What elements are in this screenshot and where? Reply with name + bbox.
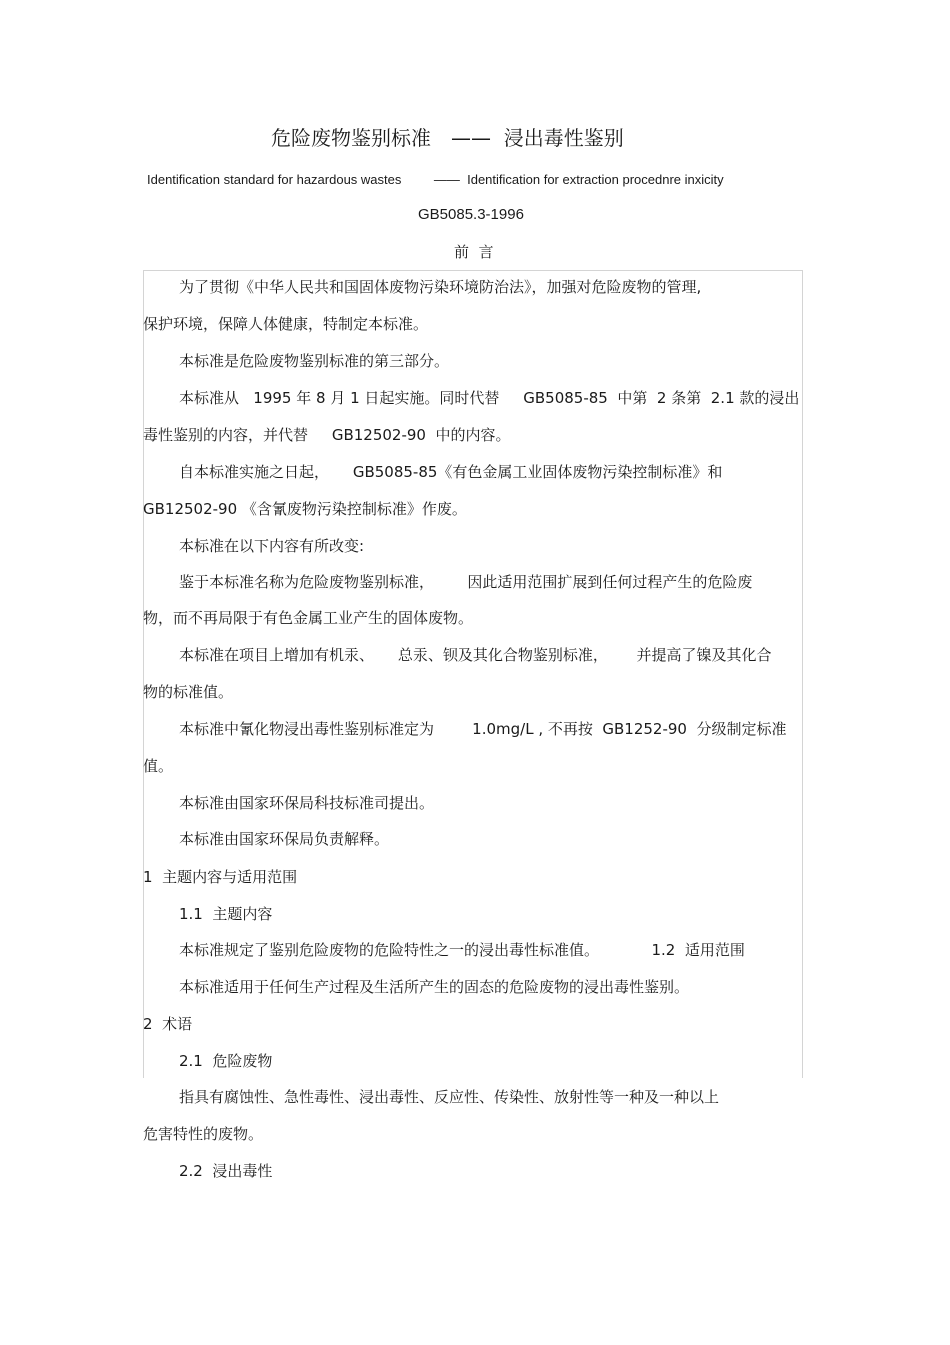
paragraph-line: 自本标准实施之日起， GB5085-85《有色金属工业固体废物污染控制标准》和 — [179, 463, 723, 481]
subsection-heading: 2.1 危险废物 — [179, 1052, 273, 1070]
paragraph-line: 本标准在项目上增加有机汞、 总汞、钡及其化合物鉴别标准， 并提高了镍及其化合 — [179, 646, 772, 664]
section-heading: 1 主题内容与适用范围 — [143, 868, 298, 886]
paragraph-line: 值。 — [143, 757, 174, 775]
section-heading: 2 术语 — [143, 1015, 193, 1033]
paragraph-line: 本标准规定了鉴别危险废物的危险特性之一的浸出毒性标准值。 1.2 适用范围 — [179, 941, 745, 959]
paragraph-line: 本标准在以下内容有所改变: — [179, 537, 365, 555]
paragraph-line: 物，而不再局限于有色金属工业产生的固体废物。 — [143, 609, 474, 627]
paragraph-line: 毒性鉴别的内容，并代替 GB12502-90 中的内容。 — [143, 426, 511, 444]
subsection-heading: 2.2 浸出毒性 — [179, 1162, 273, 1180]
paragraph-line: 保护环境，保障人体健康，特制定本标准。 — [143, 315, 429, 333]
paragraph-line: 指具有腐蚀性、急性毒性、浸出毒性、反应性、传染性、放射性等一种及一种以上 — [179, 1088, 720, 1106]
document-title: 危险废物鉴别标准 —— 浸出毒性鉴别 — [271, 126, 624, 150]
preface-heading: 前 言 — [454, 243, 494, 261]
paragraph-line: 本标准适用于任何生产过程及生活所产生的固态的危险废物的浸出毒性鉴别。 — [179, 978, 690, 996]
paragraph-line: 本标准从 1995 年 8 月 1 日起实施。同时代替 GB5085-85 中第 2 条第 2.1 款的浸出 — [179, 389, 800, 407]
paragraph-line: 鉴于本标准名称为危险废物鉴别标准， 因此适用范围扩展到任何过程产生的危险废 — [179, 573, 753, 591]
paragraph-line: 本标准中氰化物浸出毒性鉴别标准定为 1.0mg/L , 不再按 GB1252-90 分级制定标准 — [179, 720, 787, 738]
paragraph-line: 本标准是危险废物鉴别标准的第三部分。 — [179, 352, 450, 370]
standard-code: GB5085.3-1996 — [418, 206, 524, 223]
paragraph-line: 本标准由国家环保局负责解释。 — [179, 830, 390, 848]
paragraph-line: 危害特性的废物。 — [143, 1125, 264, 1143]
paragraph-line: GB12502-90 《含氰废物污染控制标准》作废。 — [143, 500, 467, 518]
paragraph-line: 为了贯彻《中华人民共和国固体废物污染环境防治法》，加强对危险废物的管理, — [179, 278, 702, 296]
paragraph-line: 物的标准值。 — [143, 683, 234, 701]
document-subtitle: Identification standard for hazardous wastes —— Identification for extraction procednre inxicity — [147, 172, 724, 187]
subsection-heading: 1.1 主题内容 — [179, 905, 273, 923]
paragraph-line: 本标准由国家环保局科技标准司提出。 — [179, 794, 435, 812]
